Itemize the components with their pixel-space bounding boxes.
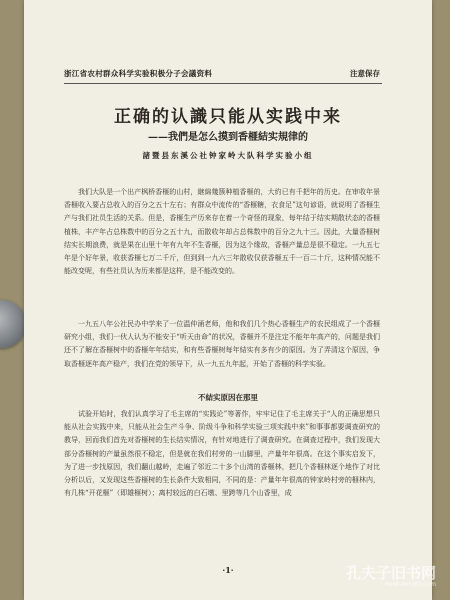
document-title: 正确的认識只能从实践中来 <box>114 107 342 127</box>
header-source: 浙江省农村群众科学实验积极分子会議资料 <box>64 69 213 78</box>
header-rule <box>64 83 382 84</box>
watermark <box>316 564 436 590</box>
paragraph-3: 试验开始时，我们认真学习了毛主席的“实践论”等著作，牢牢记住了毛主席关于“人的正确思想只能从社会实践中来，只能从社会生产斗争、阶级斗争和科学实验三项实践中来”和事事都要调查研究的教导，回而我们首先对香榧树的生长结实情况，有针对地进行了调查研究。在调查过程中，我们发现大部分香榧树的产量虽然很不稳定，但是就在我们村旁的一山脚里，产量年年很高。在这个事实启发下，为了进一步找原因，我们翻山越岭，走遍了邻近二十多个山湾的香榧林，把几个香榧林逐个地作了对比分析以后，又发现这些香榧树的生长条件大致相同，不同的是：产量年年很高的钟家岭村旁的榧林内，有几株“开花榧”（即雄榧树）；离村较远的白石墩、里跨等几个山香里，成 <box>64 410 380 498</box>
document-author: 諸暨县东溪公社钟家岭大队科学实验小组 <box>142 151 314 160</box>
document-subtitle: ——我們是怎么摸到香榧結实規律的 <box>148 132 308 143</box>
paragraph-2: 一九五八年公社民办中学来了一位温仲涌老师，他和我们几个热心香榧生产的农民组成了一个香榧研究小组，我们一伙人认为不能安于“听天由命”的状况，香榧并不是注定不能年年高产的，问题是我们还不了解在香榧树中的香榧年年结实，和有些香榧树每年結实有多有少的原因。为了弄清这个原因，争取香榧逐年高产稳产，我们在党的领导下，从一九五九年起，开始了香榧的科学实验。 <box>64 320 380 368</box>
page-number: ·1· <box>222 565 234 575</box>
header-keep-note: 注意保存 <box>350 69 380 78</box>
document-sheet <box>24 0 432 600</box>
section-heading: 不結实原因在那里 <box>198 393 258 402</box>
coin <box>0 300 26 348</box>
watermark-sub: book.kongfz.com <box>384 581 436 588</box>
watermark-main: 孔夫子旧书网 <box>345 564 436 582</box>
paragraph-1: 我们大队是一个出产枫桥香榧的山村，継綿幾簇种植香榧的，大約已有千把年的历史。在审收年景香榧收入要占总收入的百分之五十左右；有群众中流传的“香榧糖，衣食足”这句谚语，就说明了香榧生产与我们社员生活的关系。但是，香榧生产历来存在着一个奇怪的现象，每年结于结实期散状态的香榧植株，丰产年占总株数中的百分之五十九，而散收年却占总株数中的百分之九十三。因此，大量香榧树结实长期浪费，就是果在山里十年有九年不生香榧，因为这个缘故，香榧产量总是很不稳定。一九五七年是个好年景，收获香榧七万二千斤，但到到一九六三年散收仅获香榧五千一百二十斤，这种情况能不能改变呢，有些社员认为历来都是这样，是不能改变的。 <box>64 188 380 276</box>
